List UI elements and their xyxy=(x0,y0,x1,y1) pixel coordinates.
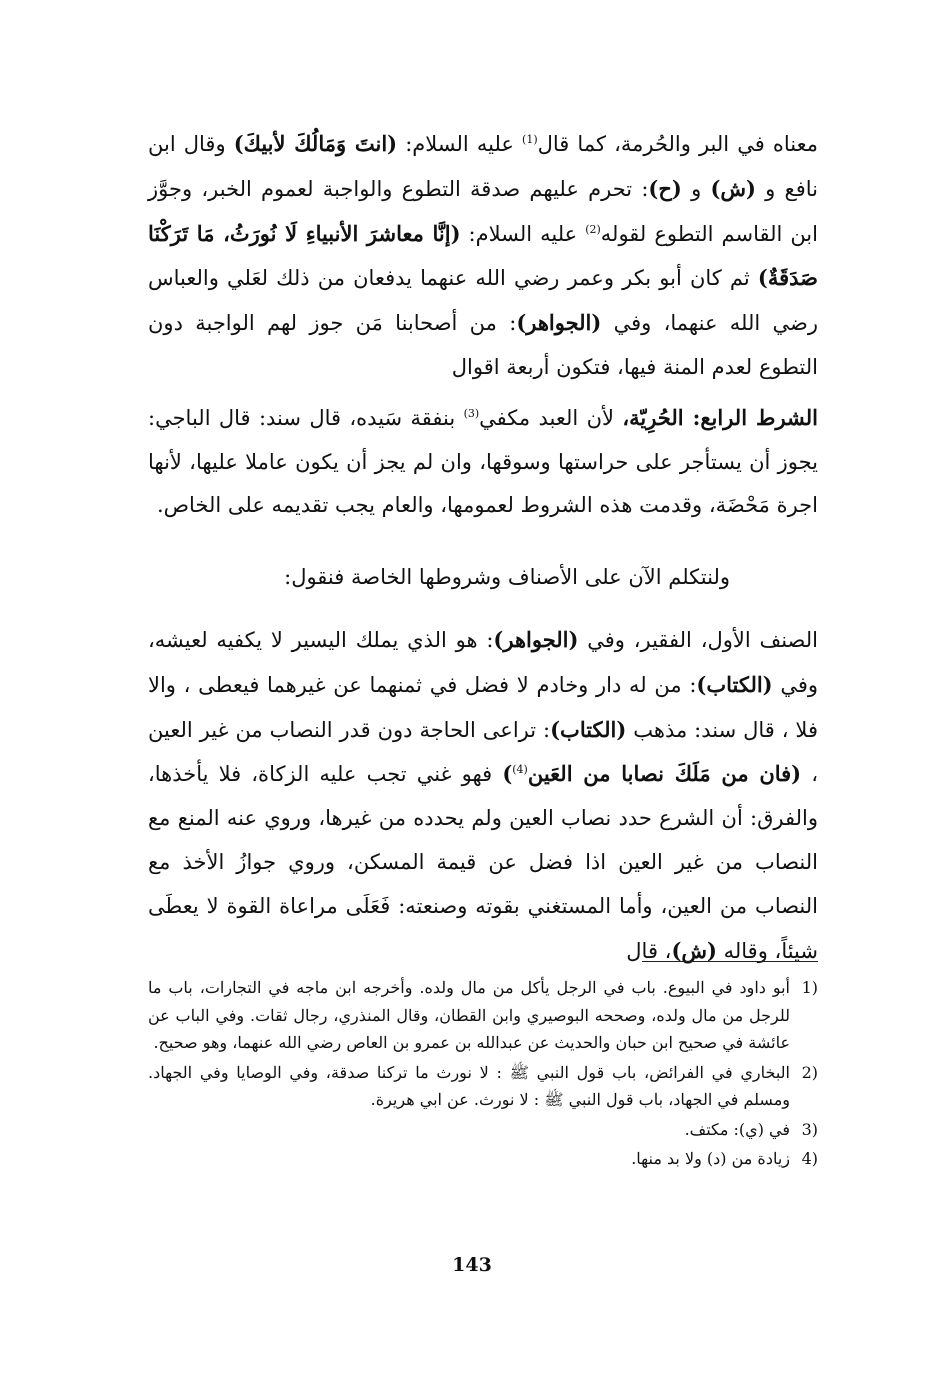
footnote-number: 3) xyxy=(801,1119,818,1139)
main-text xyxy=(148,122,818,973)
paragraph-2 xyxy=(148,396,818,528)
text-run: فهو غني تجب عليه الزكاة، فلا يأخذها، والفرق: أن الشرع حدد نصاب العين ولم يحدده من غيرها، وروي عنه المنع مع النصاب من غير العين اذا فضل عن قيمة المسكن، وروي جوازُ الأخذ مع النصاب من العين، وأما المستغني بقوته وصنعته: فَعَلَى مراعاة القوة لا يعطَى شيئاً، وقاله xyxy=(148,762,818,963)
text-run: : تراعى الحاجة دون قدر النصاب من غير العين ، xyxy=(148,717,818,787)
emphasized-text: (ح) xyxy=(648,175,682,201)
text-run: : من أصحابنا مَن جوز لهم الواجبة دون التطوع لعدم المنة فيها، فتكون أربعة اقوال xyxy=(148,311,818,379)
footnote xyxy=(148,1145,818,1173)
emphasized-text: (فان من مَلَكَ نصابا من العَين xyxy=(527,761,802,787)
text-run: وقال ابن نافع و xyxy=(148,132,818,201)
emphasized-text: (ش) xyxy=(710,175,756,201)
emphasized-text: (الكتاب) xyxy=(696,671,773,697)
emphasized-text: (الجواهر) xyxy=(516,310,602,336)
text-run: : هو الذي يملك اليسير لا يكفيه لعيشه، وفي xyxy=(148,627,819,697)
footnote xyxy=(148,974,818,1057)
text-run: لأن العبد مكفي xyxy=(479,405,623,430)
footnote-text: البخاري في الفرائض، باب قول النبي ﷺ : لا نورث ما تركنا صدقة، وفي الوصايا وفي الجهاد. ومسلم في الجهاد، باب قول النبي ﷺ : لا نورث. عن ابي هريرة. xyxy=(148,1062,790,1109)
footnote-text: زيادة من (د) ولا بد منها. xyxy=(631,1149,790,1168)
text-run: عليه السلام: xyxy=(397,132,523,156)
page-number: 143 xyxy=(452,1254,492,1276)
emphasized-text: (انتَ وَمَالُكَ لأبيكَ) xyxy=(233,131,398,156)
text-run: : تحرم عليهم صدقة التطوع والواجبة لعموم الخبر، وجوَّز ابن القاسم التطوع لقوله xyxy=(148,176,818,246)
text-run: ولنتكلم الآن على الأصناف وشروطها الخاصة فنقول: xyxy=(284,565,730,590)
footnote-reference: (2) xyxy=(585,222,601,236)
paragraph-1 xyxy=(148,122,818,390)
footnote-number: 1) xyxy=(801,978,818,997)
footnote-number: 4) xyxy=(801,1149,818,1168)
text-run: ثم كان أبو بكر وعمر رضي الله عنهما يدفعان من ذلك لعَلي والعباس رضي الله عنهما، وفي xyxy=(148,266,819,336)
footnote xyxy=(148,1059,818,1114)
footnote-separator xyxy=(642,961,818,962)
emphasized-text: ) xyxy=(502,761,513,787)
text-run: : من له دار وخادم لا فضل في ثمنهما عن غيرهما فيعطى ، والا فلا ، قال سند: مذهب xyxy=(148,672,818,742)
footnote xyxy=(148,1116,818,1144)
text-run: الصنف الأول، الفقير، وفي xyxy=(578,627,818,652)
footnote-text: أبو داود في البيوع. باب في الرجل يأكل من مال ولده. وأخرجه ابن ماجه في التجارات، باب ما للرجل من مال ولده، وصححه البوصيري وابن القطان، وقال المنذري، رجال ثقات. وفي الباب عن عائشة في صحيح ابن حبان والحديث عن عبدالله بن عمرو بن العاص رضي الله عنهما، وهو صحيح. xyxy=(148,978,790,1052)
footnote-reference: (4) xyxy=(512,763,528,777)
text-run: و xyxy=(681,176,711,201)
footnote-reference: (3) xyxy=(463,406,480,420)
emphasized-text: (ش) xyxy=(671,937,717,963)
paragraph-4 xyxy=(148,618,818,973)
emphasized-text: (الجواهر) xyxy=(493,626,579,652)
paragraph-3 xyxy=(148,556,818,600)
text-run: معناه في البر والحُرمة، كما قال xyxy=(537,132,818,156)
emphasized-text: الشرط الرابع: الحُرِيّة، xyxy=(622,404,818,430)
footnote-reference: (1) xyxy=(522,133,538,146)
footnote-text: في (ي): مكتف. xyxy=(684,1119,790,1139)
text-run: عليه السلام: xyxy=(460,221,586,246)
emphasized-text: (إنَّا معاشرَ الأنبياءِ لَا نُورَثُ، مَا تَرَكْنَا صَدَقَةٌ) xyxy=(148,220,818,291)
footnote-number: 2) xyxy=(801,1062,818,1082)
footnotes xyxy=(148,974,818,1173)
text-run: ، قال xyxy=(626,938,672,963)
text-run: بنفقة سَيده، قال سند: قال الباجي: يجوز أن يستأجر على حراستها وسوقها، وان لم يجز أن يكون عاملا عليها، لأنها اجرة مَحْضَة، وقدمت هذه الشروط لعمومها، والعام يجب تقديمه على الخاص. xyxy=(148,405,818,518)
emphasized-text: (الكتاب) xyxy=(550,716,627,742)
